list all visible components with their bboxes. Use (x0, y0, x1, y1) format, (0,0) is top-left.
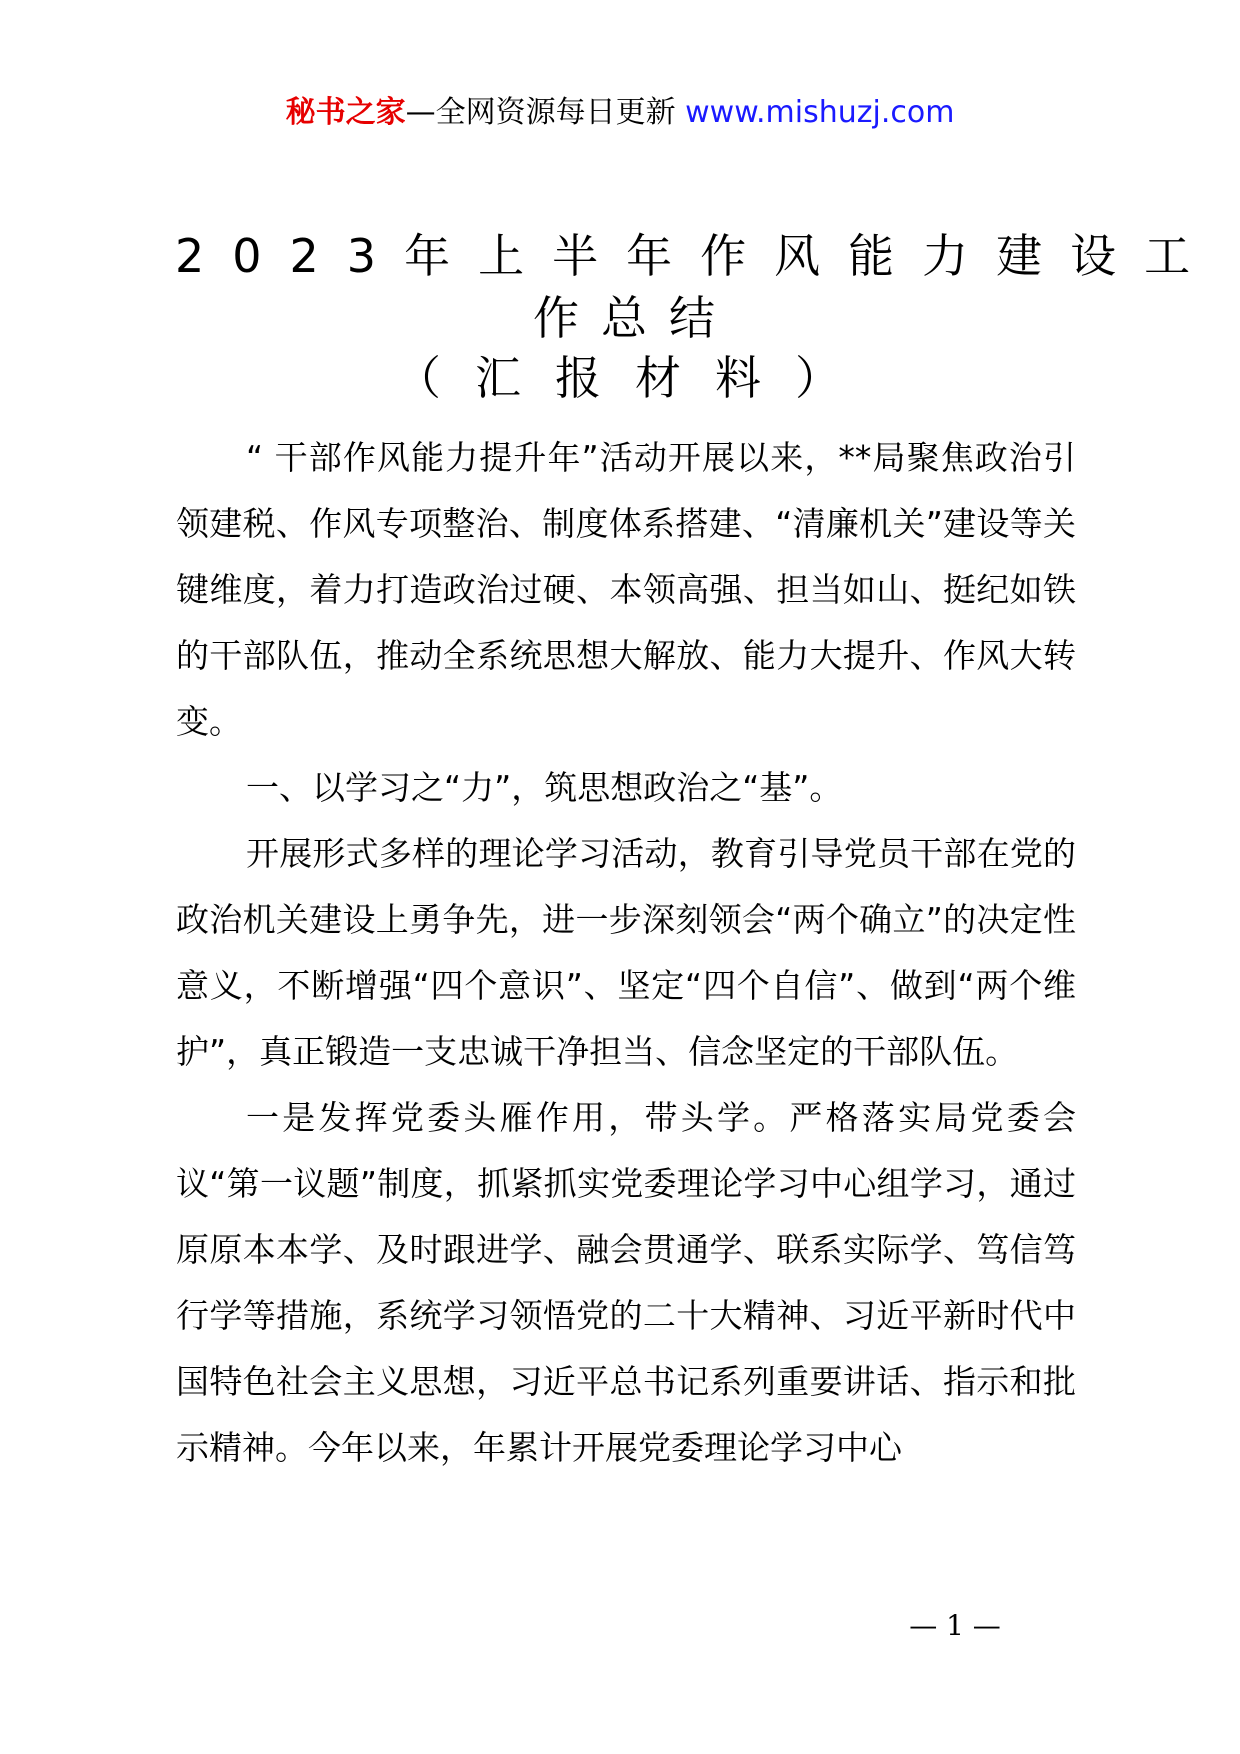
body-paragraph-point-1: 一是发挥党委头雁作用，带头学。严格落实局党委会议“第一议题”制度，抓紧抓实党委理论学习中心组学习，通过原原本本学、及时跟进学、融会贯通学、联系实际学、笃信笃行学等措施，系统学习领悟党的二十大精神、习近平新时代中国特色社会主义思想，习近平总书记系列重要讲话、指示和批示精神。今年以来，年累计开展党委理论学习中心 (176, 1098, 1076, 1467)
site-brand: 秘书之家 (285, 95, 406, 130)
body-paragraph-section-1: 开展形式多样的理论学习活动，教育引导党员干部在党的政治机关建设上勇争先，进一步深刻领会“两个确立”的决定性意义，不断增强“四个意识”、坚定“四个自信”、做到“两个维护”，真正锻造一支忠诚干净担当、信念坚定的干部队伍。 (176, 834, 1076, 1071)
document-subtitle: （汇报材料） (395, 351, 875, 405)
document-title-line-2: 作总结 (533, 291, 737, 345)
site-slogan: —全网资源每日更新 (405, 95, 686, 130)
page-number: — 1 — (909, 1609, 1001, 1642)
site-url-link[interactable]: www.mishuzj.com (685, 95, 955, 130)
document-title-line-1: 2023年上半年作风能力建设工 (175, 229, 1219, 283)
document-body (176, 425, 1076, 1481)
body-paragraph-intro: “ 干部作风能力提升年”活动开展以来，**局聚焦政治引领建税、作风专项整治、制度体系搭建、“清廉机关”建设等关键维度，着力打造政治过硬、本领高强、担当如山、挺纪如铁的干部队伍，推动全系统思想大解放、能力大提升、作风大转变。 (176, 438, 1076, 741)
section-heading-1: 一、以学习之“力”，筑思想政治之“基”。 (246, 768, 843, 807)
site-header (0, 93, 1240, 133)
